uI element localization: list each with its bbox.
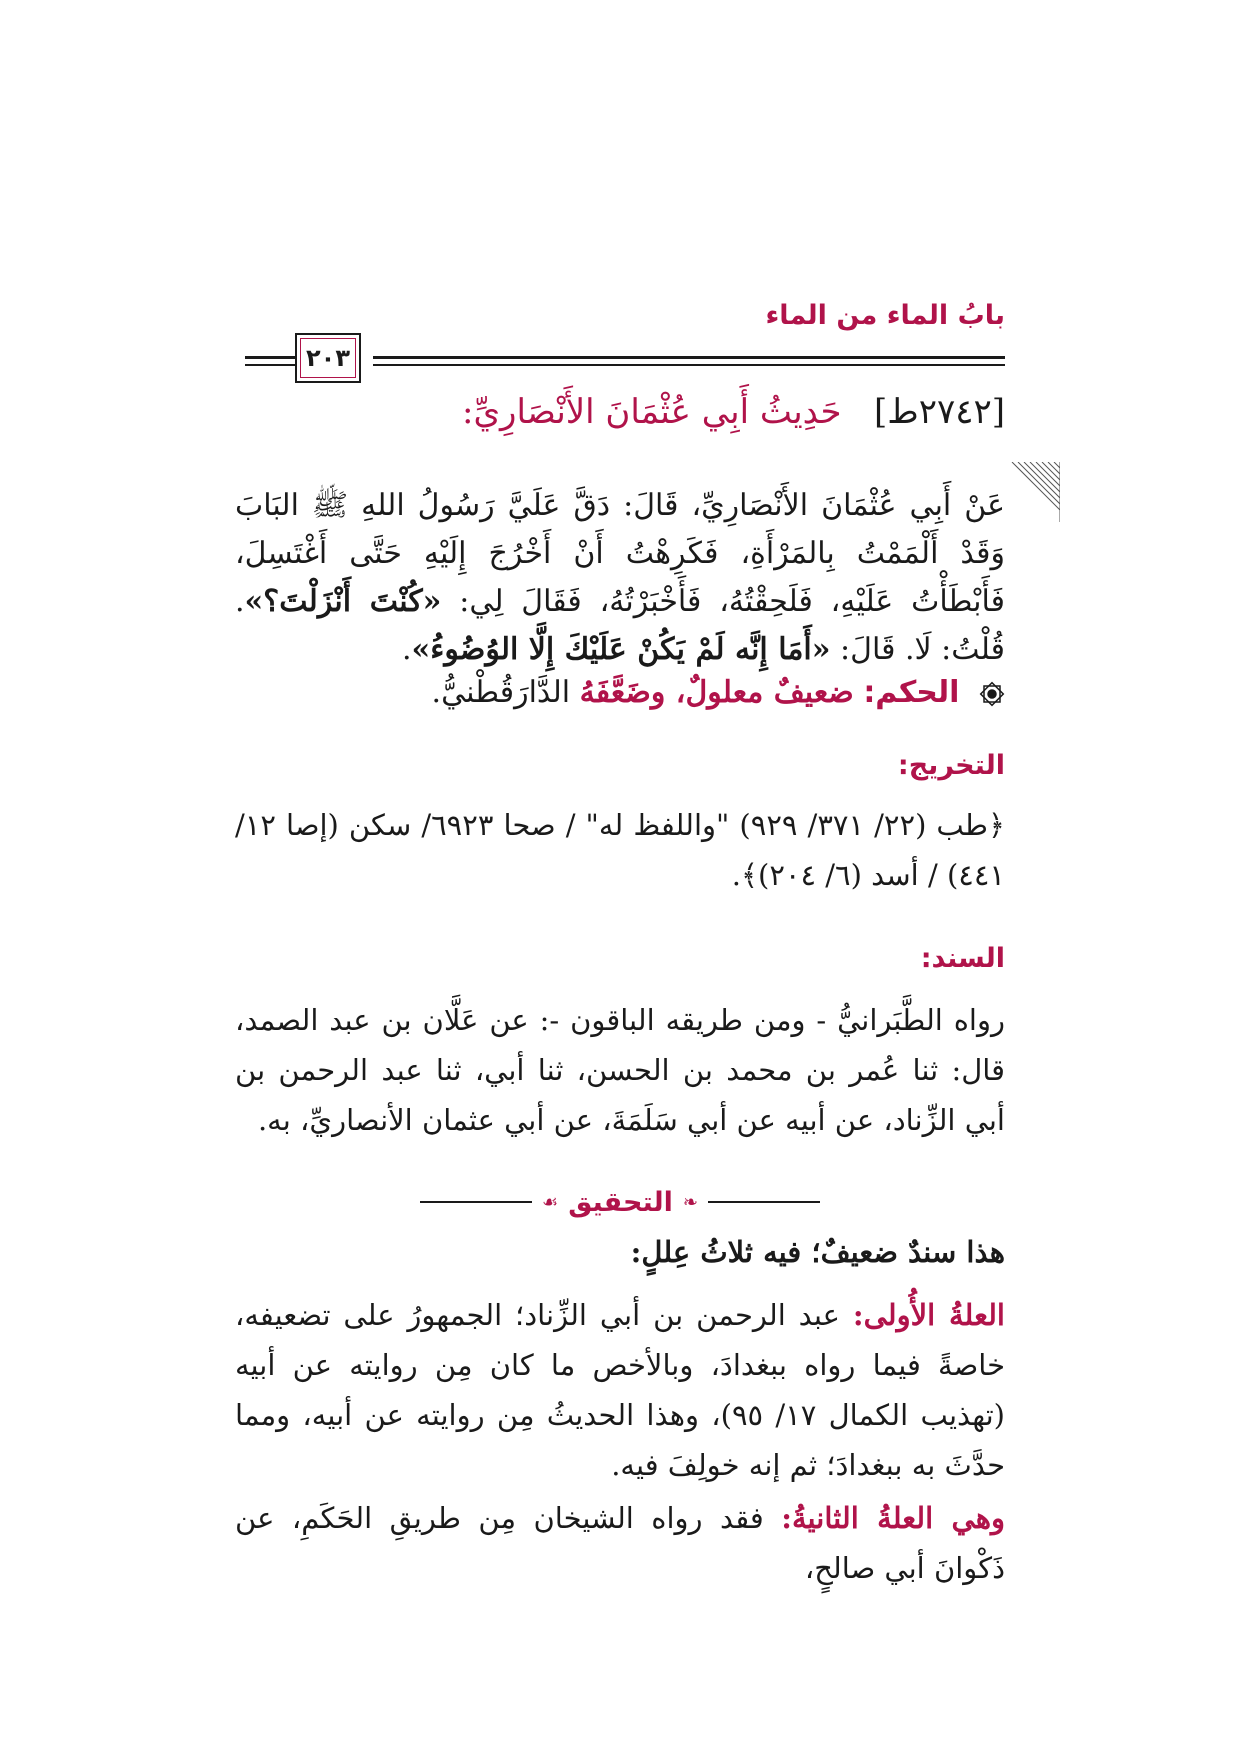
hadith-text-part: . <box>401 632 412 667</box>
running-title: بابُ الماء من الماء <box>765 300 1005 331</box>
takhrij-label: التخريج: <box>897 750 1005 781</box>
prophet-quote: «كُنْتَ أَنْزَلْتَ؟» <box>244 584 442 619</box>
illa-first-text: عبد الرحمن بن أبي الزِّناد؛ الجمهورُ على تضعيفه، خاصةً فيما رواه ببغدادَ، وبالأخص ما كان مِن روايته عن أبيه (تهذيب الكمال ١٧/ ٩٥)، وهذا الحديثُ مِن روايته عن أبيه، ومما حدَّثَ به ببغدادَ؛ ثم إنه خولِفَ فيه. <box>235 1298 1005 1482</box>
tahqiq-intro: هذا سندٌ ضعيفٌ؛ فيه ثلاثُ عِللٍ: <box>630 1235 1005 1269</box>
tahqiq-title: التحقيق <box>568 1186 673 1218</box>
ruling-label: الحكم: <box>863 675 960 710</box>
illa-second-text: فقد رواه الشيخان مِن طريقِ الحَكَمِ، عن ذَكْوانَ أبي صالحٍ، <box>235 1501 1005 1585</box>
hadith-number: [٢٧٤٢ط] <box>873 392 1005 432</box>
header-rule <box>373 356 1005 359</box>
hadith-text <box>235 482 1005 674</box>
header-rule <box>245 356 295 359</box>
page-number-frame <box>295 333 361 383</box>
illa-first <box>235 1290 1005 1490</box>
divider-line <box>420 1201 532 1203</box>
illa-first-label: العلةُ الأُولى: <box>852 1298 1005 1332</box>
ruling-value: ضعيفٌ معلولٌ، وضَعَّفَهُ <box>579 675 854 710</box>
header-rule <box>373 364 1005 366</box>
tahqiq-divider <box>420 1182 820 1222</box>
ruling <box>235 675 1005 710</box>
hadith-title: حَدِيثُ أَبِي عُثْمَانَ الأَنْصَارِيِّ: <box>461 392 842 432</box>
illa-second-label: وهي العلةُ الثانيةُ: <box>781 1501 1006 1535</box>
hadith-text-part: عَنْ أَبِي عُثْمَانَ الأَنْصَارِيِّ، قَالَ: دَقَّ عَلَيَّ رَسُولُ اللهِ ﷺ البَابَ وَقَدْ أَلْمَمْتُ بِالمَرْأَةِ، فَكَرِهْتُ أَنْ أَخْرُجَ إِلَيْهِ حَتَّى أَغْتَسِلَ، فَأَبْطَأْتُ عَلَيْهِ، فَلَحِقْتُهُ، فَأَخْبَرْتُهُ، فَقَالَ لِي: <box>235 488 1006 619</box>
hadith-text-part: . قُلْتُ: لَا. قَالَ: <box>235 584 1005 667</box>
page-number: ٢٠٣ <box>300 338 356 378</box>
sanad-label: السند: <box>920 943 1005 974</box>
divider-line <box>708 1201 820 1203</box>
hadith-heading <box>205 392 1005 432</box>
takhrij-text: ﴿طب (٢٢/ ٣٧١/ ٩٢٩) "واللفظ له" / صحا ٦٩٢٣/ سكن (إصا ١٢/ ٤٤١) / أسد (٦/ ٢٠٤)﴾. <box>235 808 1005 892</box>
sanad-text: رواه الطَّبَرانيُّ - ومن طريقه الباقون -: عن عَلَّان بن عبد الصمد، قال: ثنا عُمر بن محمد بن الحسن، ثنا أبي، ثنا عبد الرحمن بن أبي الزِّناد، عن أبيه عن أبي سَلَمَةَ، عن أبي عثمان الأنصاريِّ، به. <box>235 1003 1005 1137</box>
corner-ornament-icon <box>1000 462 1060 522</box>
ruling-rest: الدَّارَقُطْنيُّ. <box>431 675 580 710</box>
ornament-star-icon <box>979 681 1005 707</box>
divider-ornament-icon: ☙ <box>542 1191 559 1213</box>
prophet-quote: «أَمَا إِنَّه لَمْ يَكُنْ عَلَيْكَ إِلَّا الوُضُوءُ» <box>411 632 831 667</box>
illa-second <box>235 1493 1005 1593</box>
divider-ornament-icon: ❧ <box>682 1191 698 1213</box>
header-rule <box>245 364 295 366</box>
